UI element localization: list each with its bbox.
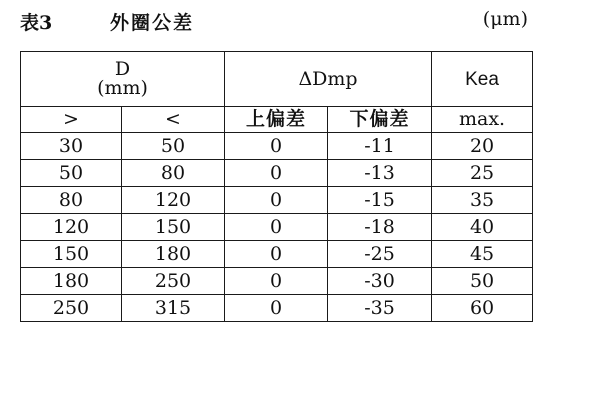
cell-incl: 150: [122, 214, 225, 241]
header-lower-deviation: 下偏差: [328, 107, 432, 133]
cell-lower: -18: [328, 214, 432, 241]
table-unit: (μm): [482, 8, 528, 30]
cell-incl: 180: [122, 241, 225, 268]
header-diameter-symbol: D: [114, 58, 131, 80]
cell-kea: 60: [432, 295, 533, 322]
cell-incl: 50: [122, 133, 225, 160]
table-row: [21, 295, 533, 322]
cell-over: 120: [21, 214, 122, 241]
cell-over: 80: [21, 187, 122, 214]
header-dmp: ΔDmp: [225, 52, 432, 107]
table-row: [21, 214, 533, 241]
header-incl: <: [122, 107, 225, 133]
cell-upper: 0: [225, 214, 328, 241]
cell-lower: -25: [328, 241, 432, 268]
cell-kea: 45: [432, 241, 533, 268]
cell-lower: -11: [328, 133, 432, 160]
header-row-main: [21, 52, 533, 107]
cell-lower: -15: [328, 187, 432, 214]
cell-incl: 250: [122, 268, 225, 295]
cell-upper: 0: [225, 187, 328, 214]
table-row: [21, 160, 533, 187]
cell-lower: -13: [328, 160, 432, 187]
header-diameter: [21, 52, 225, 107]
cell-upper: 0: [225, 241, 328, 268]
header-max: max.: [432, 107, 533, 133]
cell-over: 180: [21, 268, 122, 295]
cell-upper: 0: [225, 268, 328, 295]
cell-kea: 20: [432, 133, 533, 160]
cell-lower: -35: [328, 295, 432, 322]
cell-kea: 35: [432, 187, 533, 214]
cell-over: 50: [21, 160, 122, 187]
cell-incl: 80: [122, 160, 225, 187]
header-over: >: [21, 107, 122, 133]
cell-upper: 0: [225, 295, 328, 322]
header-row-sub: [21, 107, 533, 133]
cell-incl: 120: [122, 187, 225, 214]
table-title: 外圈公差: [110, 12, 195, 34]
outer-ring-tolerance-table: [20, 51, 533, 322]
table-number: 表3: [20, 12, 53, 34]
table-row: [21, 268, 533, 295]
cell-over: 30: [21, 133, 122, 160]
header-upper-deviation: 上偏差: [225, 107, 328, 133]
header-kea: Kea: [432, 52, 533, 107]
header-diameter-unit: (mm): [97, 77, 148, 99]
table-row: [21, 133, 533, 160]
cell-upper: 0: [225, 160, 328, 187]
cell-kea: 50: [432, 268, 533, 295]
cell-incl: 315: [122, 295, 225, 322]
table-row: [21, 187, 533, 214]
cell-lower: -30: [328, 268, 432, 295]
table-row: [21, 241, 533, 268]
cell-upper: 0: [225, 133, 328, 160]
cell-over: 150: [21, 241, 122, 268]
cell-over: 250: [21, 295, 122, 322]
cell-kea: 25: [432, 160, 533, 187]
cell-kea: 40: [432, 214, 533, 241]
table-caption: [20, 6, 532, 36]
